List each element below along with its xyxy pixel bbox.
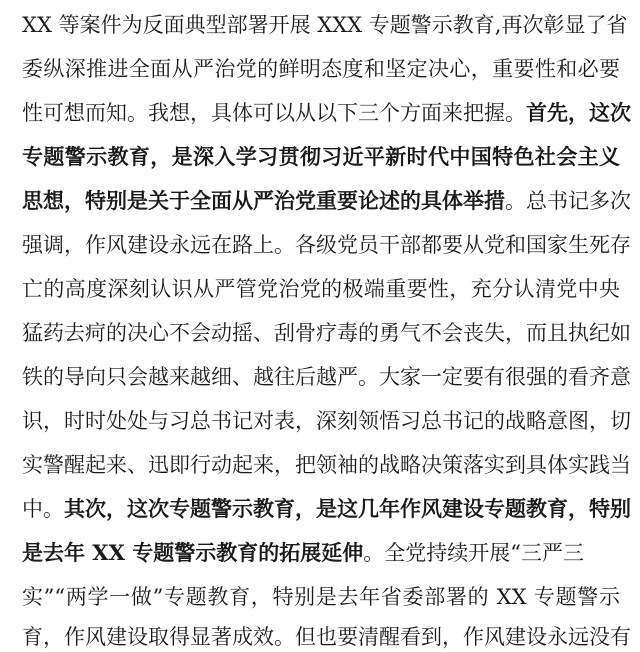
text-line-8: 猛药去疴的决心不会动摇、刮骨疗毒的勇气不会丧失，而且执纪如	[22, 321, 631, 345]
text-line-7: 亡的高度深刻认识从严管党治党的极端重要性，充分认清党中央	[22, 277, 620, 301]
text-line-13: 是去年 XX 专题警示教育的拓展延伸。全党持续开展“三严三	[22, 540, 584, 565]
text-line-15: 育，作风建设取得显著成效。但也要清醒看到，作风建设永远没有	[22, 625, 631, 649]
text-line-10: 识，时时处处与习总书记对表，深刻领悟习总书记的战略意图，切	[22, 409, 631, 433]
text-line-1: XX 等案件为反面典型部署开展 XXX 专题警示教育,再次彰显了省	[22, 13, 628, 37]
text-line-11: 实警醒起来、迅即行动起来，把领袖的战略决策落实到具体实践当	[22, 453, 631, 477]
text-line-2: 委纵深推进全面从严治党的鲜明态度和坚定决心，重要性和必要	[22, 57, 620, 81]
text-line-6: 强调，作风建设永远在路上。各级党员干部都要从党和国家生死存	[22, 233, 631, 257]
text-line-12: 中。其次，这次专题警示教育，是这几年作风建设专题教育，特别	[22, 496, 631, 521]
text-line-5: 思想，特别是关于全面从严治党重要论述的具体举措。总书记多次	[22, 188, 631, 213]
text-line-14: 实”“两学一做”专题教育，特别是去年省委部署的 XX 专题警示	[22, 585, 620, 609]
text-line-9: 铁的导向只会越来越细、越往后越严。大家一定要有很强的看齐意	[22, 365, 631, 389]
text-line-3: 性可想而知。我想，具体可以从以下三个方面来把握。首先，这次	[22, 100, 631, 125]
text-line-4: 专题警示教育，是深入学习贯彻习近平新时代中国特色社会主义	[22, 144, 620, 169]
